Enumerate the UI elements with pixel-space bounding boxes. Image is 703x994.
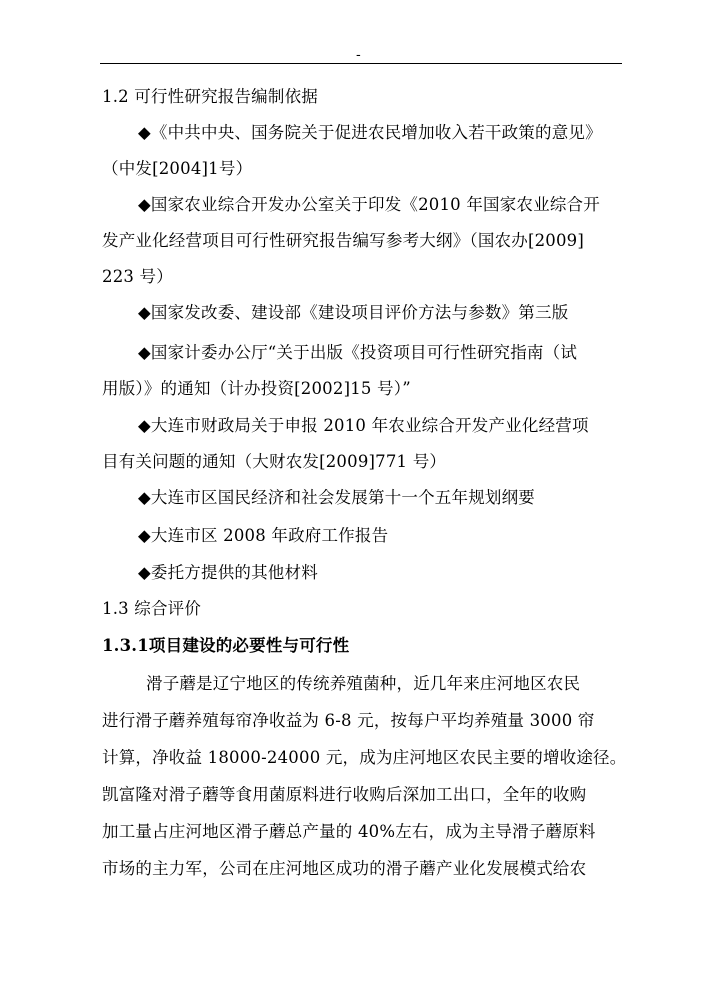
basis-item-7-line-1: ◆大连市区 2008 年政府工作报告 — [138, 526, 389, 545]
basis-item-4-line-2: 用版）》的通知（计办投资[2002]15 号）” — [102, 379, 411, 398]
paragraph-line-3: 计算，净收益 18000-24000 元，成为庄河地区农民主要的增收途径。 — [102, 748, 627, 767]
basis-item-2-line-1: ◆国家农业综合开发办公室关于印发《2010 年国家农业综合开 — [138, 195, 600, 214]
basis-item-8-line-1: ◆委托方提供的其他材料 — [138, 563, 318, 582]
basis-item-4-line-1: ◆国家计委办公厅“关于出版《投资项目可行性研究指南（试 — [138, 343, 578, 362]
section-title-1-2: 1.2 可行性研究报告编制依据 — [102, 87, 318, 106]
paragraph-line-4: 凯富隆对滑子蘑等食用菌原料进行收购后深加工出口，全年的收购 — [102, 785, 587, 804]
basis-item-1-line-2: （中发[2004]1号） — [102, 159, 253, 178]
subsection-title-1-3-1: 1.3.1项目建设的必要性与可行性 — [102, 636, 350, 655]
basis-item-2-line-2: 发产业化经营项目可行性研究报告编写参考大纲》（国农办[2009] — [102, 231, 585, 250]
basis-item-5-line-2: 目有关问题的通知（大财农发[2009]771 号） — [102, 452, 447, 471]
header-rule — [100, 63, 622, 64]
paragraph-line-5: 加工量占庄河地区滑子蘑总产量的 40%左右，成为主导滑子蘑原料 — [102, 822, 596, 841]
header-mark: - — [356, 47, 361, 63]
basis-item-5-line-1: ◆大连市财政局关于申报 2010 年农业综合开发产业化经营项 — [138, 416, 589, 435]
basis-item-2-line-3: 223 号） — [102, 267, 173, 286]
paragraph-line-1: 滑子蘑是辽宁地区的传统养殖菌种，近几年来庄河地区农民 — [146, 674, 581, 693]
paragraph-line-6: 市场的主力军，公司在庄河地区成功的滑子蘑产业化发展模式给农 — [102, 859, 587, 878]
basis-item-6-line-1: ◆大连市区国民经济和社会发展第十一个五年规划纲要 — [138, 488, 535, 507]
paragraph-line-2: 进行滑子蘑养殖每帘净收益为 6-8 元，按每户平均养殖量 3000 帘 — [102, 711, 595, 730]
basis-item-3-line-1: ◆国家发改委、建设部《建设项目评价方法与参数》第三版 — [138, 303, 569, 322]
basis-item-1-line-1: ◆《中共中央、国务院关于促进农民增加收入若干政策的意见》 — [138, 123, 602, 142]
section-title-1-3: 1.3 综合评价 — [102, 599, 202, 618]
